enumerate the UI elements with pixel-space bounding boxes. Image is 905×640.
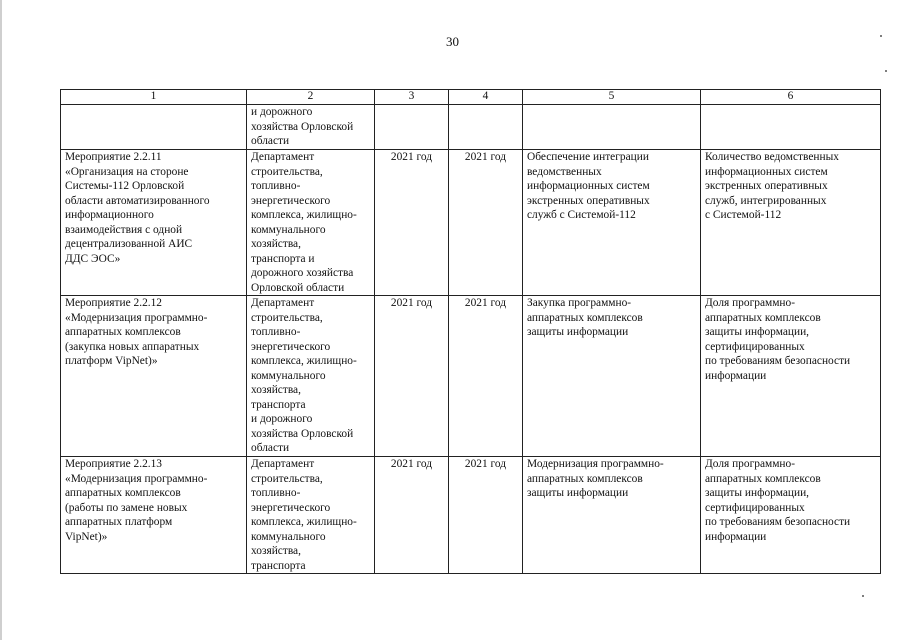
column-header: 6 [701,90,881,105]
executor-cell [247,296,375,457]
result-text: Закупка программно- аппаратных комплексов защиты информации [527,297,643,338]
executor-text: Департамент строительства, топливно- энергетического комплекса, жилищно- коммунального хозяйства, транспорта и дорожного хозяйства Орловской области [251,297,357,454]
column-header: 5 [523,90,701,105]
executor-cell [247,457,375,574]
activity-text: Мероприятие 2.2.12 «Модернизация программно- аппаратных комплексов (закупка новых аппаратных платформ VipNet)» [65,297,208,367]
column-header: 2 [247,90,375,105]
activity-cell [61,457,247,574]
column-header: 4 [449,90,523,105]
activity-cell [61,296,247,457]
start-cell [375,457,449,574]
table-row [61,296,881,457]
scan-edge [0,0,2,640]
start-text: 2021 год [390,297,433,309]
end-cell [449,150,523,296]
start-cell [375,105,449,150]
start-text: 2021 год [390,151,433,163]
end-cell [449,457,523,574]
indicator-cell [701,105,881,150]
table-row [61,105,881,150]
activity-cell [61,105,247,150]
result-cell [523,150,701,296]
table-header-row [61,90,881,105]
page-number: 30 [446,34,459,49]
result-text: Обеспечение интеграции ведомственных информационных систем экстренных оперативных служб с Системой-112 [527,151,650,221]
result-cell [523,105,701,150]
executor-text: Департамент строительства, топливно- энергетического комплекса, жилищно- коммунального хозяйства, транспорта [251,458,357,572]
indicator-cell [701,296,881,457]
column-header: 3 [375,90,449,105]
start-cell [375,296,449,457]
end-text: 2021 год [464,297,507,309]
end-text: 2021 год [464,151,507,163]
indicator-cell [701,150,881,296]
executor-text: и дорожного хозяйства Орловской области [251,106,354,147]
activity-text: Мероприятие 2.2.13 «Модернизация программно- аппаратных комплексов (работы по замене новых аппаратных платформ VipNet)» [65,458,208,543]
indicator-cell [701,457,881,574]
result-text: Модернизация программно- аппаратных комплексов защиты информации [527,458,664,499]
end-cell [449,105,523,150]
start-text: 2021 год [390,458,433,470]
start-cell [375,150,449,296]
result-cell [523,457,701,574]
table-row [61,457,881,574]
column-header: 1 [61,90,247,105]
activity-cell [61,150,247,296]
executor-cell [247,105,375,150]
indicator-text: Доля программно- аппаратных комплексов защиты информации, сертифицированных по требованиям безопасности информации [705,458,851,543]
scan-speck [885,70,887,72]
scan-speck [862,595,864,597]
activity-text: Мероприятие 2.2.11 «Организация на стороне Системы-112 Орловской области автоматизированного информационного взаимодействия с одной децентрализованной АИС ДДС ЭОС» [65,151,210,265]
indicator-text: Количество ведомственных информационных систем экстренных оперативных служб, интегрированных с Системой-112 [705,151,839,221]
end-text: 2021 год [464,458,507,470]
executor-cell [247,150,375,296]
activities-table [60,89,881,574]
executor-text: Департамент строительства, топливно- энергетического комплекса, жилищно- коммунального хозяйства, транспорта и дорожного хозяйства Орловской области [251,151,357,294]
indicator-text: Доля программно- аппаратных комплексов защиты информации, сертифицированных по требованиям безопасности информации [705,297,851,382]
result-cell [523,296,701,457]
end-cell [449,296,523,457]
table-row [61,150,881,296]
